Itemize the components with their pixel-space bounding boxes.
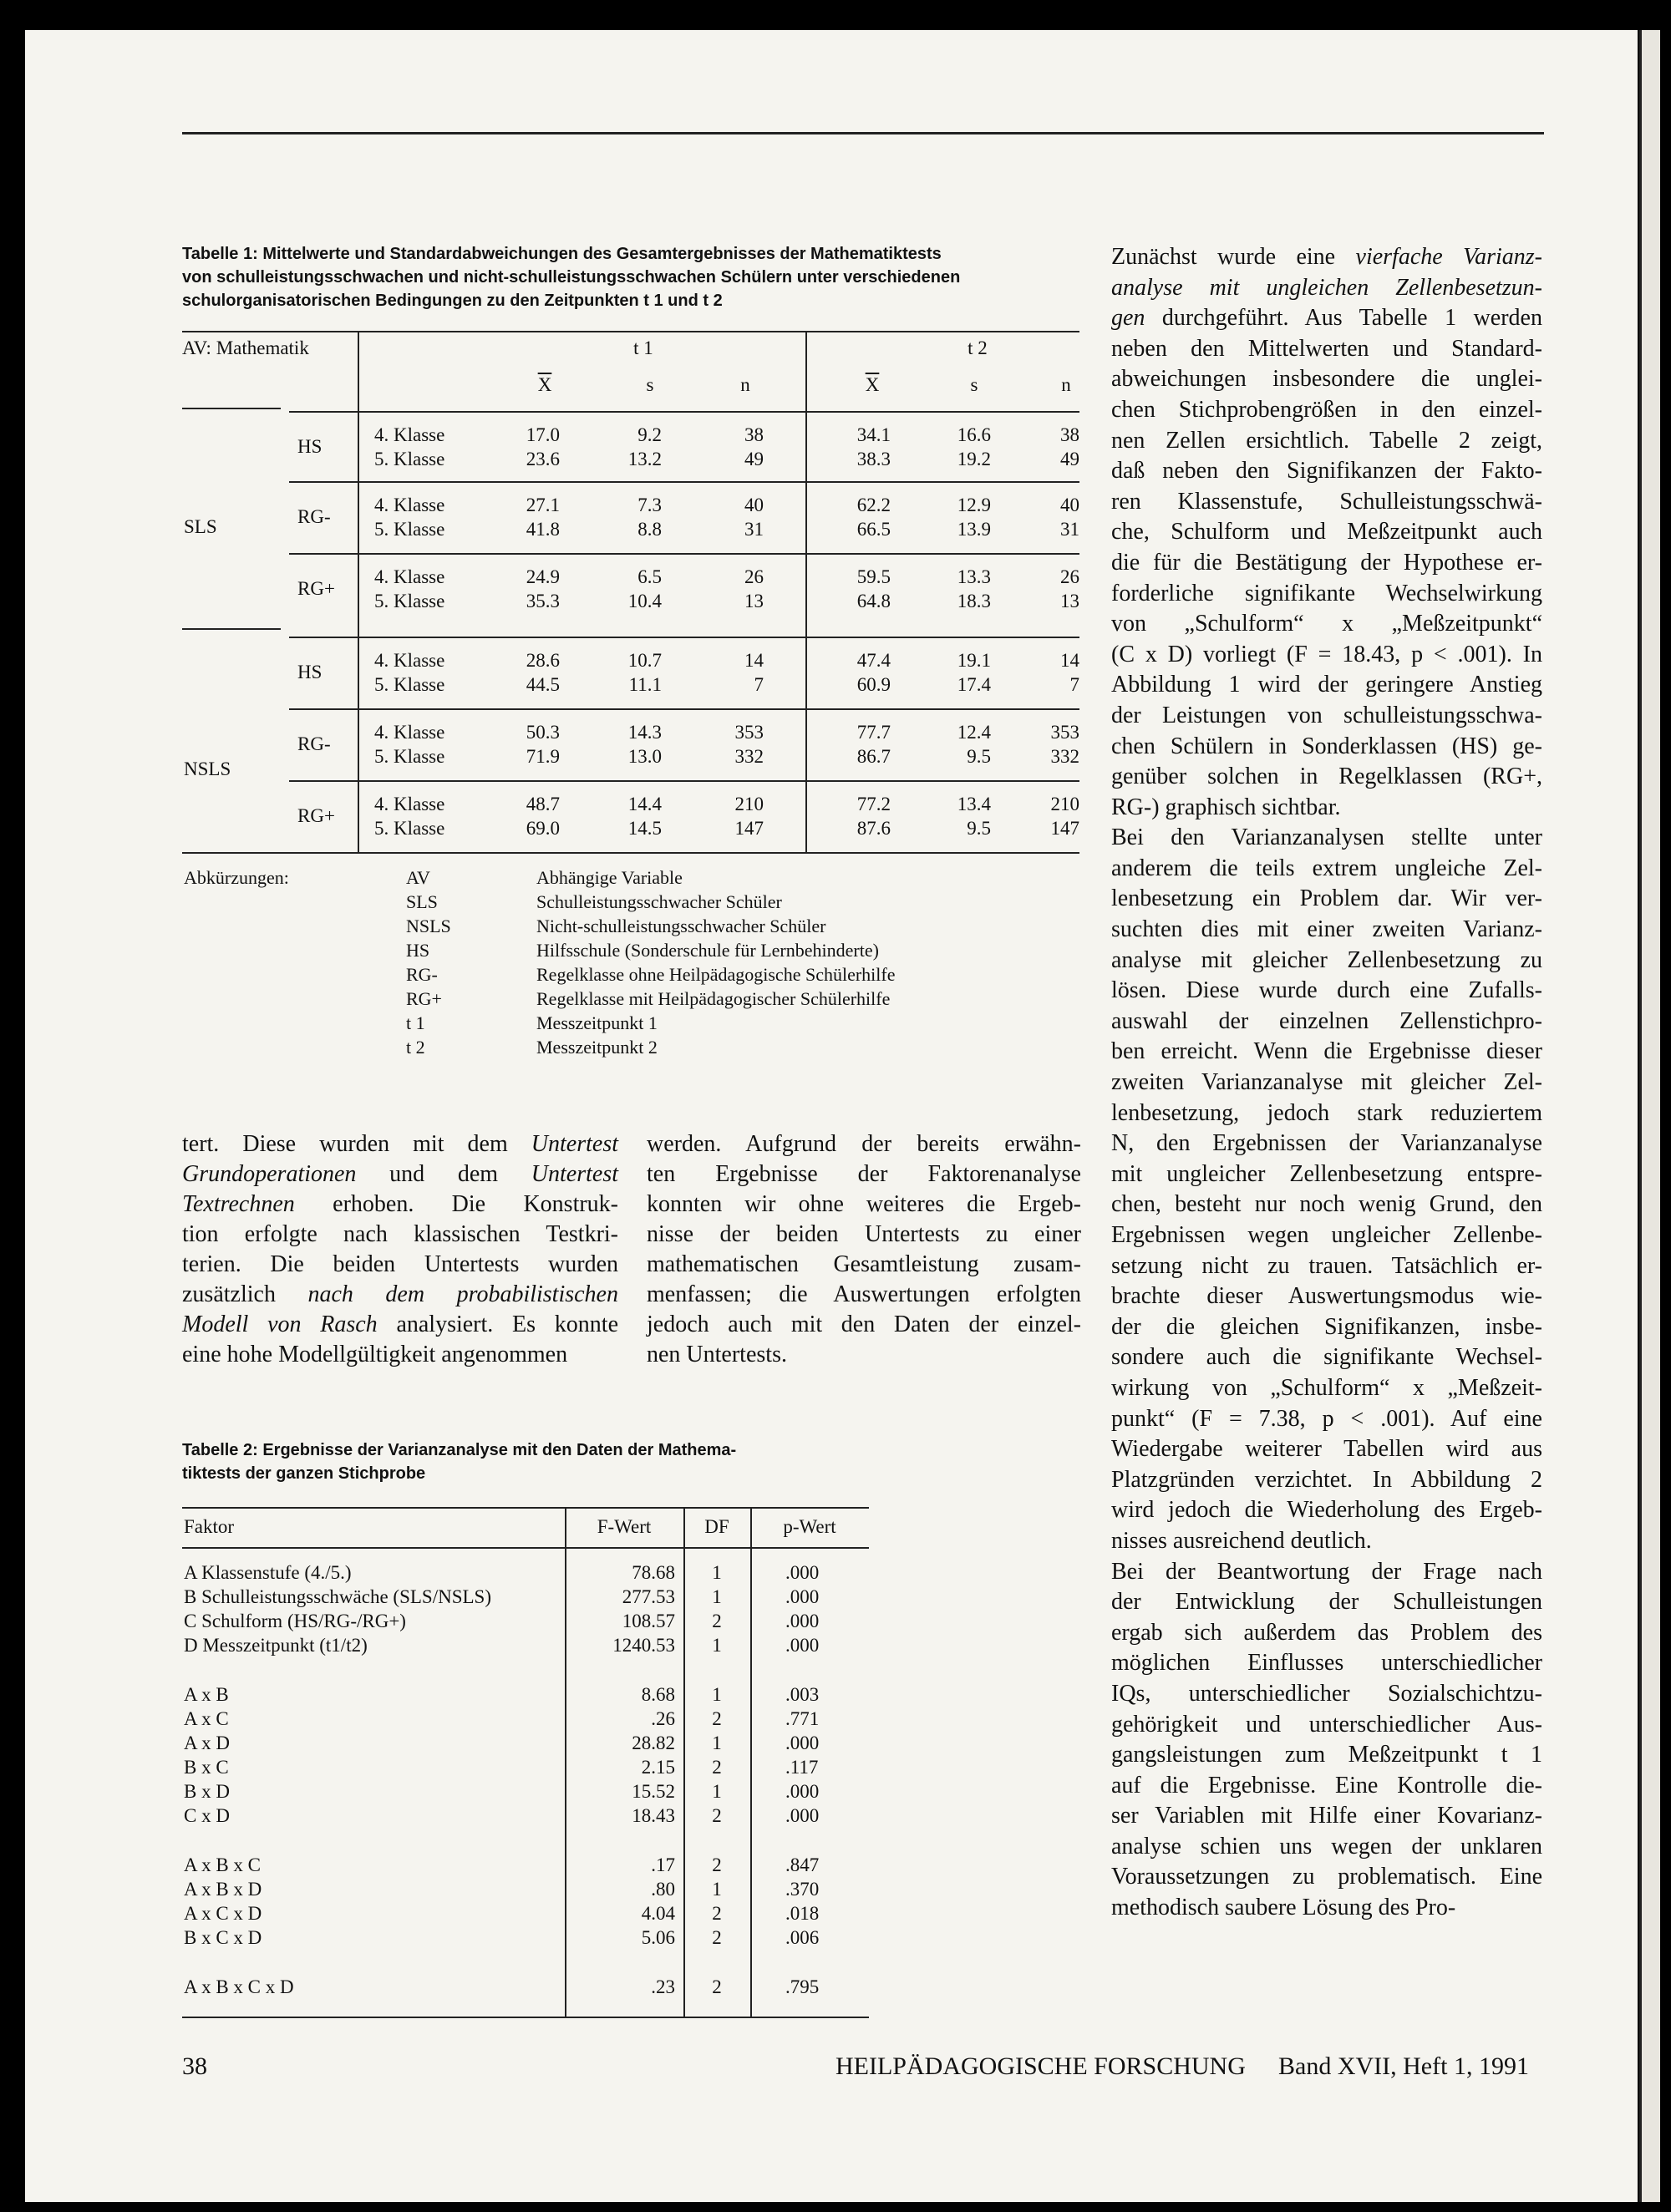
- table1-col-header: n: [740, 374, 750, 395]
- table1-value: 353: [734, 722, 764, 743]
- table1-value: 14.3: [627, 722, 662, 743]
- table1-value: 41.8: [526, 519, 560, 540]
- table1-value: 13.0: [627, 746, 662, 767]
- table1-klasse: 4. Klasse: [374, 650, 445, 671]
- body-text-line: wirkung von „Schulform“ x „Meßzeit-: [1111, 1374, 1542, 1401]
- table1-value: 13: [744, 591, 764, 611]
- table1-value: 9.2: [637, 424, 662, 445]
- abbreviation-key: AV: [406, 867, 430, 888]
- table2-pwert: .006: [785, 1927, 820, 1948]
- table1-value: 38: [744, 424, 764, 445]
- table2-fwert: .26: [651, 1708, 675, 1729]
- table2-factor: A x B x D: [184, 1879, 262, 1900]
- table1-value: 13: [1060, 591, 1079, 611]
- table2-factor: A x B: [184, 1684, 229, 1705]
- table1-value: 19.2: [957, 449, 991, 469]
- body-text-line: forderliche signifikante Wechselwirkung: [1111, 580, 1542, 606]
- body-text-line: Abbildung 1 wird der geringere Anstieg: [1111, 672, 1542, 698]
- body-text-line: chen, besteht nur noch wenig Grund, den: [1111, 1191, 1542, 1218]
- table2-df: 1: [712, 1879, 722, 1900]
- table1-klasse: 4. Klasse: [374, 495, 445, 515]
- table1-value: 353: [1050, 722, 1079, 743]
- table1-value: 147: [734, 818, 764, 839]
- table2-pwert: .771: [785, 1708, 820, 1729]
- table1-value: 69.0: [526, 818, 560, 839]
- table1-value: 64.8: [856, 591, 891, 611]
- table1-sub-label: HS: [297, 436, 323, 457]
- table1-value: 12.4: [957, 722, 991, 743]
- table1-sub-label: RG+: [297, 805, 335, 826]
- table1-sub-rule: [289, 708, 1079, 710]
- body-text-line: zweiten Varianzanalyse mit gleicher Zel-: [1111, 1069, 1542, 1096]
- table2-caption-line: Tabelle 2: Ergebnisse der Varianzanalyse mit den Daten der Mathema-: [182, 1441, 737, 1459]
- table1-t1-header: t 1: [633, 337, 653, 358]
- table1-value: 38.3: [856, 449, 891, 469]
- table1-value: 13.3: [957, 566, 991, 587]
- table2-pwert: .000: [785, 1586, 820, 1607]
- table1-group-rule: [182, 628, 281, 630]
- table1-klasse: 5. Klasse: [374, 591, 445, 611]
- journal-issue: Band XVII, Heft 1, 1991: [1278, 2052, 1529, 2080]
- table2-caption: [182, 1438, 867, 1485]
- table2-pwert: .000: [785, 1805, 820, 1826]
- table1-value: 59.5: [856, 566, 891, 587]
- body-text-line: methodisch saubere Lösung des Pro-: [1111, 1895, 1456, 1921]
- body-text-line: daß neben den Signifikanzen der Fakto-: [1111, 458, 1542, 485]
- table1-value: 27.1: [526, 495, 560, 515]
- body-text-line: nen Zellen ersichtlich. Tabelle 2 zeigt,: [1111, 427, 1542, 454]
- table1-group-rule: [182, 408, 281, 409]
- table1-value: 210: [734, 794, 764, 814]
- table2-df: 1: [712, 1781, 722, 1802]
- table2-vline: [565, 1507, 566, 2017]
- table1-value: 10.4: [627, 591, 662, 611]
- body-text-line: Textrechnen erhoben. Die Konstruk-: [182, 1191, 618, 1217]
- table1-value: 60.9: [856, 674, 891, 695]
- body-text-line: setzung nicht zu trauen. Tatsächlich er-: [1111, 1252, 1542, 1279]
- table1-klasse: 4. Klasse: [374, 566, 445, 587]
- table2-factor: A x B x C: [184, 1854, 262, 1875]
- table2-fwert: 15.52: [632, 1781, 675, 1802]
- body-text-line: mathematischen Gesamtleistung zusam-: [647, 1251, 1081, 1277]
- table2-factor: A x D: [184, 1733, 230, 1753]
- table2-fwert: 8.68: [641, 1684, 675, 1705]
- body-text-line: analyse mit ungleichen Zellenbesetzun-: [1111, 274, 1542, 301]
- table1-value: 49: [744, 449, 764, 469]
- body-text-line: gangsleistungen zum Meßzeitpunkt t 1: [1111, 1742, 1542, 1768]
- table2-fwert: .17: [651, 1854, 675, 1875]
- table1-value: 14.4: [627, 794, 662, 814]
- table2-header-rule: [182, 1547, 869, 1549]
- table1-sub-rule: [289, 411, 1079, 413]
- body-text-line: terien. Die beiden Untertests wurden: [182, 1251, 618, 1277]
- table2-df: 2: [712, 1976, 722, 1997]
- table1-col-header: s: [646, 374, 654, 395]
- table1-value: 7: [754, 674, 764, 695]
- table1-value: 12.9: [957, 495, 991, 515]
- body-text-line: (C x D) vorliegt (F = 18.43, p < .001). In: [1111, 641, 1542, 667]
- table2-pwert: .000: [785, 1562, 820, 1583]
- body-text-line: genüber solchen in Regelklassen (RG+,: [1111, 764, 1542, 790]
- body-text-line: jedoch auch mit den Daten der einzel-: [647, 1311, 1081, 1337]
- table1-value: 17.0: [526, 424, 560, 445]
- body-text-line: der Entwicklung der Schulleistungen: [1111, 1589, 1542, 1616]
- body-text-line: möglichen Einflusses unterschiedlicher: [1111, 1650, 1542, 1677]
- table1-value: 210: [1050, 794, 1079, 814]
- table1-sub-label: RG+: [297, 578, 335, 599]
- table2-pwert: .370: [785, 1879, 820, 1900]
- table1-klasse: 5. Klasse: [374, 519, 445, 540]
- body-text-line: chen Schülern in Sonderklassen (HS) ge-: [1111, 733, 1542, 759]
- body-text-line: von „Schulform“ x „Meßzeitpunkt“: [1111, 611, 1542, 637]
- table1-value: 9.5: [967, 746, 991, 767]
- table1-klasse: 5. Klasse: [374, 674, 445, 695]
- abbreviation-key: NSLS: [406, 916, 451, 936]
- table1-value: 9.5: [967, 818, 991, 839]
- body-text-line: Modell von Rasch analysiert. Es konnte: [182, 1311, 618, 1337]
- page-edge: [1639, 30, 1660, 2202]
- body-text-line: auf die Ergebnisse. Eine Kontrolle die-: [1111, 1772, 1542, 1799]
- body-text-line: Ergebnissen wegen ungleicher Zellenbe-: [1111, 1222, 1542, 1248]
- journal-name: HEILPÄDAGOGISCHE FORSCHUNG: [836, 2052, 1246, 2080]
- table1-value: 13.2: [627, 449, 662, 469]
- table1-value: 31: [744, 519, 764, 540]
- body-text-line: lenbesetzung ein Problem dar. Wir ver-: [1111, 885, 1542, 912]
- table2-factor: C x D: [184, 1805, 230, 1826]
- body-text-line: sondere auch die signifikante Wechsel-: [1111, 1344, 1542, 1371]
- table2-pwert: .003: [785, 1684, 820, 1705]
- table1-value: 14.5: [627, 818, 662, 839]
- body-text-line: che, Schulform und Meßzeitpunkt auch: [1111, 519, 1542, 545]
- table2-fwert: 2.15: [641, 1757, 675, 1778]
- body-text-line: zusätzlich nach dem probabilistischen: [182, 1281, 618, 1307]
- body-text-line: mit ungleicher Zellenbesetzung entspre-: [1111, 1160, 1542, 1187]
- body-text-line: wird jedoch die Wiederholung des Ergeb-: [1111, 1497, 1542, 1524]
- table2-header-df: DF: [704, 1516, 729, 1537]
- body-text-line: abweichungen insbesondere die unglei-: [1111, 366, 1542, 393]
- table2-header-fwert: F-Wert: [597, 1516, 652, 1537]
- body-text-line: brachte dieser Auswertungsmodus wie-: [1111, 1283, 1542, 1310]
- table2-df: 2: [712, 1611, 722, 1631]
- table1-klasse: 4. Klasse: [374, 424, 445, 445]
- table1-klasse: 4. Klasse: [374, 794, 445, 814]
- table1-t2-header: t 2: [968, 337, 988, 358]
- table2-pwert: .000: [785, 1733, 820, 1753]
- abbreviation-value: Abhängige Variable: [536, 867, 683, 888]
- table1-value: 7: [1069, 674, 1079, 695]
- table1-value: 50.3: [526, 722, 560, 743]
- abbreviation-value: Messzeitpunkt 1: [536, 1012, 658, 1033]
- abbreviation-key: RG-: [406, 964, 438, 985]
- table2-fwert: 1240.53: [612, 1635, 675, 1656]
- table2-df: 2: [712, 1854, 722, 1875]
- body-text-line: werden. Aufgrund der bereits erwähn-: [647, 1131, 1081, 1157]
- table1-value: 62.2: [856, 495, 891, 515]
- table2-fwert: 18.43: [632, 1805, 675, 1826]
- table2-pwert: .117: [785, 1757, 819, 1778]
- table2-df: 2: [712, 1903, 722, 1924]
- body-text-line: Platzgründen verzichtet. In Abbildung 2: [1111, 1466, 1542, 1493]
- table2-top-rule: [182, 1507, 869, 1509]
- body-text-line: nisse der beiden Untertests zu einer: [647, 1221, 1081, 1247]
- abbreviation-key: HS: [406, 940, 430, 961]
- table1-value: 35.3: [526, 591, 560, 611]
- table1-caption-line: Tabelle 1: Mittelwerte und Standardabweichungen des Gesamtergebnisses der Mathematiktests: [182, 245, 942, 263]
- table1-value: 19.1: [957, 650, 991, 671]
- body-text-line: konnten wir ohne weiteres die Ergeb-: [647, 1191, 1081, 1217]
- table2-pwert: .018: [785, 1903, 820, 1924]
- table1-value: 26: [1060, 566, 1079, 587]
- table1-value: 14: [744, 650, 764, 671]
- table1-value: 34.1: [856, 424, 891, 445]
- table2-factor: A Klassenstufe (4./5.): [184, 1562, 352, 1583]
- table2-df: 2: [712, 1708, 722, 1729]
- body-text-line: auswahl der einzelnen Zellenstichpro-: [1111, 1007, 1542, 1034]
- body-text-line: eine hohe Modellgültigkeit angenommen: [182, 1342, 568, 1367]
- text-column-left: [182, 1129, 618, 1370]
- table2-factor: B x D: [184, 1781, 230, 1802]
- body-text-line: Voraussetzungen zu problematisch. Eine: [1111, 1864, 1542, 1890]
- body-text-line: anderem die teils extrem ungleiche Zel-: [1111, 855, 1542, 881]
- table2-fwert: 78.68: [632, 1562, 675, 1583]
- abbreviation-key: t 1: [406, 1012, 425, 1033]
- table1-value: 86.7: [856, 746, 891, 767]
- table1-col-header: $\overline{X}$: [537, 374, 552, 395]
- table1-value: 6.5: [637, 566, 662, 587]
- table1-value: 87.6: [856, 818, 891, 839]
- body-text-line: neben den Mittelwerten und Standard-: [1111, 335, 1542, 362]
- table1-value: 11.1: [628, 674, 662, 695]
- table1-group-label: NSLS: [184, 758, 231, 779]
- body-text-line: die für die Bestätigung der Hypothese er-: [1111, 549, 1542, 576]
- body-text-line: Grundoperationen und dem Untertest: [182, 1161, 618, 1187]
- table1-klasse: 4. Klasse: [374, 722, 445, 743]
- table1-sub-rule: [289, 637, 1079, 638]
- table1-sub-rule: [289, 553, 1079, 555]
- table2-header-pwert: p-Wert: [783, 1516, 836, 1537]
- body-text-line: Bei den Varianzanalysen stellte unter: [1111, 824, 1542, 851]
- table1-value: 10.7: [627, 650, 662, 671]
- table2-vline: [750, 1507, 752, 2017]
- table1-value: 14: [1060, 650, 1079, 671]
- body-text-line: RG-) graphisch sichtbar.: [1111, 794, 1341, 820]
- table1-value: 13.4: [957, 794, 991, 814]
- body-text-line: N, den Ergebnissen der Varianzanalyse: [1111, 1130, 1542, 1157]
- body-text-line: tion erfolgte nach klassischen Testkri-: [182, 1221, 618, 1247]
- table1-top-rule: [182, 331, 1079, 332]
- table2-df: 2: [712, 1927, 722, 1948]
- table2-df: 1: [712, 1586, 722, 1607]
- table2-caption-line: tiktests der ganzen Stichprobe: [182, 1464, 426, 1483]
- table1-value: 332: [734, 746, 764, 767]
- table1-caption-line: von schulleistungsschwachen und nicht-schulleistungsschwachen Schülern unter verschiedenen: [182, 268, 961, 287]
- table1-value: 7.3: [637, 495, 662, 515]
- table1-value: 24.9: [526, 566, 560, 587]
- table2-df: 1: [712, 1733, 722, 1753]
- body-text-line: nen Untertests.: [647, 1342, 787, 1367]
- table1-value: 49: [1060, 449, 1079, 469]
- table2-df: 2: [712, 1805, 722, 1826]
- table1-value: 38: [1060, 424, 1079, 445]
- body-text-line: ser Variablen mit Hilfe einer Kovarianz-: [1111, 1803, 1542, 1829]
- abbreviation-key: RG+: [406, 988, 442, 1009]
- table1-value: 44.5: [526, 674, 560, 695]
- table1-col-header: s: [970, 374, 978, 395]
- body-text-line: der die gleichen Signifikanzen, insbe-: [1111, 1313, 1542, 1340]
- body-text-line: ten Ergebnisse der Faktorenanalyse: [647, 1161, 1081, 1187]
- table1-value: 13.9: [957, 519, 991, 540]
- body-text-line: der Leistungen von schulleistungsschwa-: [1111, 702, 1542, 728]
- body-text-line: IQs, unterschiedlicher Sozialschichtzu-: [1111, 1680, 1542, 1707]
- table2-bottom-rule: [182, 2017, 869, 2018]
- body-text-line: analyse mit gleicher Zellenbesetzung zu: [1111, 946, 1542, 973]
- table2-factor: A x C: [184, 1708, 229, 1729]
- table2-header-faktor: Faktor: [184, 1516, 235, 1537]
- table1-av-label: AV: Mathematik: [182, 337, 309, 358]
- text-column-middle: [647, 1129, 1081, 1370]
- table1-bottom-rule: [182, 852, 1079, 854]
- table1-value: 77.2: [856, 794, 891, 814]
- abbreviation-value: Regelklasse mit Heilpädagogischer Schülerhilfe: [536, 988, 891, 1009]
- table2-factor: D Messzeitpunkt (t1/t2): [184, 1635, 368, 1656]
- table1-value: 18.3: [957, 591, 991, 611]
- table1-value: 26: [744, 566, 764, 587]
- table1-value: 77.7: [856, 722, 891, 743]
- body-text-line: analyse schien uns wegen der unklaren: [1111, 1833, 1542, 1859]
- body-text-line: tert. Diese wurden mit dem Untertest: [182, 1131, 618, 1157]
- page-number: 38: [182, 2052, 207, 2080]
- table2-fwert: 108.57: [622, 1611, 675, 1631]
- table2-fwert: 277.53: [622, 1586, 675, 1607]
- table2-fwert: 5.06: [641, 1927, 675, 1948]
- table1-value: 40: [1060, 495, 1079, 515]
- table1-group-label: SLS: [184, 516, 217, 537]
- body-text-line: gehörigkeit und unterschiedlicher Aus-: [1111, 1711, 1542, 1738]
- table1-value: 28.6: [526, 650, 560, 671]
- table1-value: 31: [1060, 519, 1079, 540]
- table1-value: 40: [744, 495, 764, 515]
- body-text-line: suchten dies mit einer zweiten Varianz-: [1111, 916, 1542, 943]
- table2-fwert: .23: [651, 1976, 675, 1997]
- table2-factor: A x B x C x D: [184, 1976, 294, 1997]
- table2-factor: C Schulform (HS/RG-/RG+): [184, 1611, 406, 1631]
- table2-factor: B x C x D: [184, 1927, 262, 1948]
- table1-caption: [182, 242, 1084, 312]
- body-text-line: menfassen; die Auswertungen erfolgten: [647, 1281, 1081, 1307]
- table1-col-header: n: [1061, 374, 1071, 395]
- abbreviation-value: Nicht-schulleistungsschwacher Schüler: [536, 916, 826, 936]
- body-text-line: chen Stichprobengrößen in den einzel-: [1111, 396, 1542, 423]
- body-text-line: ren Klassenstufe, Schulleistungsschwä-: [1111, 488, 1542, 515]
- table1-sub-rule: [289, 481, 1079, 483]
- table2-pwert: .000: [785, 1635, 820, 1656]
- abbreviations-title: Abkürzungen:: [184, 867, 289, 888]
- table1-klasse: 5. Klasse: [374, 746, 445, 767]
- table1-value: 23.6: [526, 449, 560, 469]
- header-rule: [182, 132, 1544, 134]
- table2-pwert: .847: [785, 1854, 820, 1875]
- table1-klasse: 5. Klasse: [374, 818, 445, 839]
- body-text-line: Wiedergabe weiterer Tabellen wird aus: [1111, 1436, 1542, 1463]
- abbreviation-key: t 2: [406, 1037, 425, 1058]
- table2-factor: B Schulleistungsschwäche (SLS/NSLS): [184, 1586, 491, 1607]
- table2-fwert: 28.82: [632, 1733, 675, 1753]
- table1-klasse: 5. Klasse: [374, 449, 445, 469]
- table2-df: 1: [712, 1635, 722, 1656]
- table2-fwert: 4.04: [641, 1903, 675, 1924]
- table1-value: 16.6: [957, 424, 991, 445]
- body-text-line: lösen. Diese wurde durch eine Zufalls-: [1111, 977, 1542, 1004]
- abbreviation-value: Regelklasse ohne Heilpädagogische Schülerhilfe: [536, 964, 896, 985]
- table1-sub-label: RG-: [297, 506, 331, 527]
- table1-value: 71.9: [526, 746, 560, 767]
- table1-value: 17.4: [957, 674, 991, 695]
- abbreviation-value: Messzeitpunkt 2: [536, 1037, 658, 1058]
- body-text-line: nisses ausreichend deutlich.: [1111, 1527, 1372, 1554]
- table1-sub-rule: [289, 780, 1079, 782]
- text-column-right: [1111, 242, 1542, 1924]
- abbreviation-key: SLS: [406, 891, 438, 912]
- table1-value: 47.4: [856, 650, 891, 671]
- table2-factor: B x C: [184, 1757, 229, 1778]
- table1-col-header: $\overline{X}$: [865, 374, 880, 395]
- table1-value: 66.5: [856, 519, 891, 540]
- table1-caption-line: schulorganisatorischen Bedingungen zu den Zeitpunkten t 1 und t 2: [182, 292, 723, 310]
- table2-df: 1: [712, 1684, 722, 1705]
- table1-sub-label: HS: [297, 662, 323, 682]
- table2-pwert: .000: [785, 1611, 820, 1631]
- table1-value: 332: [1050, 746, 1079, 767]
- table1-value: 147: [1050, 818, 1079, 839]
- body-text-line: Bei der Beantwortung der Frage nach: [1111, 1558, 1542, 1585]
- body-text-line: punkt“ (F = 7.38, p < .001). Auf eine: [1111, 1405, 1542, 1432]
- abbreviation-value: Hilfsschule (Sonderschule für Lernbehinderte): [536, 940, 879, 961]
- table1-vline-t2: [805, 331, 807, 854]
- table2-pwert: .000: [785, 1781, 820, 1802]
- table2-fwert: .80: [651, 1879, 675, 1900]
- body-text-line: gen durchgeführt. Aus Tabelle 1 werden: [1111, 305, 1542, 332]
- table2-df: 2: [712, 1757, 722, 1778]
- table2-pwert: .795: [785, 1976, 820, 1997]
- table2-df: 1: [712, 1562, 722, 1583]
- table1-sub-label: RG-: [297, 733, 331, 754]
- table1-value: 48.7: [526, 794, 560, 814]
- body-text-line: Zunächst wurde eine vierfache Varianz-: [1111, 244, 1542, 270]
- table2-factor: A x C x D: [184, 1903, 262, 1924]
- body-text-line: ben erreicht. Wenn die Ergebnisse dieser: [1111, 1038, 1542, 1065]
- body-text-line: ergab sich außerdem das Problem des: [1111, 1619, 1542, 1646]
- body-text-line: lenbesetzung, jedoch stark reduziertem: [1111, 1099, 1542, 1126]
- table1-value: 8.8: [637, 519, 662, 540]
- abbreviation-value: Schulleistungsschwacher Schüler: [536, 891, 782, 912]
- table1-vline-t1: [358, 331, 359, 854]
